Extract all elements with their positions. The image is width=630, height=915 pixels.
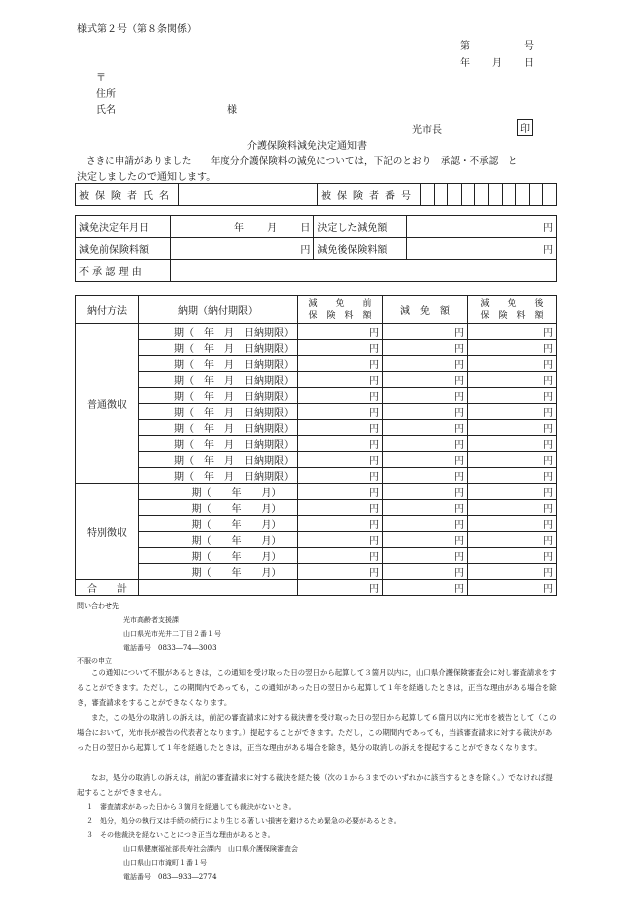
special-row [76, 516, 557, 532]
inquiry-address: 山口県光市光井二丁目２番１号 [123, 630, 221, 638]
insured-no-digit[interactable] [421, 184, 435, 206]
decision-year-unit: 年 [234, 223, 244, 234]
header-after-line1: 減 免 後 [480, 298, 544, 309]
special-after-amount[interactable]: 円 [468, 484, 557, 500]
ordinary-before-amount[interactable]: 円 [298, 436, 383, 452]
ordinary-after-amount[interactable]: 円 [468, 404, 557, 420]
document-title: 介護保険料減免決定通知書 [247, 141, 367, 152]
payment-table [75, 295, 557, 596]
reject-reason-value[interactable] [171, 260, 557, 282]
appeal-item: ２ 処分，処分の執行又は手続の続行により生じる著しい損害を避けるため緊急の必要があるとき。 [86, 817, 401, 825]
ordinary-period[interactable]: 期（ 年 月 日納期限） [139, 420, 298, 436]
appeal-item: １ 審査請求があった日から３箇月を経過しても裁決がないとき。 [86, 803, 296, 811]
ordinary-after-amount[interactable]: 円 [468, 420, 557, 436]
ordinary-period[interactable]: 期（ 年 月 日納期限） [139, 404, 298, 420]
appeal-label: 不服の申立 [77, 657, 112, 665]
form-number: 様式第２号（第８条関係） [77, 24, 197, 35]
special-before-amount[interactable]: 円 [298, 532, 383, 548]
appeal-paragraph-3: なお，処分の取消しの訴えは，前記の審査請求に対する裁決を経た後（次の１から３までのいずれかに該当するときを除く。）でなければ提起することができません。 [77, 773, 553, 797]
special-row [76, 532, 557, 548]
ordinary-row [76, 340, 557, 356]
total-period-blank [139, 580, 298, 596]
special-reduction-amount[interactable]: 円 [383, 516, 468, 532]
decided-amount-label: 決定した減免額 [314, 216, 407, 238]
ordinary-after-amount[interactable]: 円 [468, 388, 557, 404]
special-before-amount[interactable]: 円 [298, 548, 383, 564]
special-after-amount[interactable]: 円 [468, 500, 557, 516]
reject-reason-label: 不 承 認 理 由 [76, 260, 171, 282]
ordinary-after-amount[interactable]: 円 [468, 452, 557, 468]
special-period[interactable]: 期（ 年 月） [139, 548, 298, 564]
decision-day-unit: 日 [300, 223, 311, 234]
header-before [298, 296, 383, 324]
ordinary-after-amount[interactable]: 円 [468, 372, 557, 388]
ordinary-before-amount[interactable]: 円 [298, 468, 383, 484]
ordinary-before-amount[interactable]: 円 [298, 372, 383, 388]
date-day: 日 [524, 58, 534, 69]
special-after-amount[interactable]: 円 [468, 532, 557, 548]
ordinary-period[interactable]: 期（ 年 月 日納期限） [139, 372, 298, 388]
before-amount-value[interactable]: 円 [171, 238, 314, 260]
header-method: 納付方法 [76, 296, 139, 324]
ordinary-row [76, 436, 557, 452]
insured-no-digit[interactable] [448, 184, 462, 206]
date-year: 年 [460, 58, 470, 69]
ordinary-row [76, 468, 557, 484]
total-before-amount[interactable]: 円 [298, 580, 383, 596]
insured-name-value[interactable] [179, 184, 318, 206]
after-amount-value[interactable]: 円 [407, 238, 557, 260]
special-before-amount[interactable]: 円 [298, 564, 383, 580]
ordinary-reduction-amount[interactable]: 円 [383, 372, 468, 388]
insured-table [75, 183, 557, 206]
ordinary-period[interactable]: 期（ 年 月 日納期限） [139, 324, 298, 340]
date-month: 月 [492, 58, 502, 69]
insured-no-digit[interactable] [461, 184, 475, 206]
ordinary-period[interactable]: 期（ 年 月 日納期限） [139, 436, 298, 452]
decision-table [75, 215, 557, 282]
before-amount-label: 減免前保険料額 [76, 238, 171, 260]
special-reduction-amount[interactable]: 円 [383, 500, 468, 516]
ordinary-reduction-amount[interactable]: 円 [383, 436, 468, 452]
ordinary-before-amount[interactable]: 円 [298, 340, 383, 356]
header-before-line2: 保 険 料 額 [308, 310, 372, 321]
ordinary-reduction-amount[interactable]: 円 [383, 388, 468, 404]
header-after-line2: 保 険 料 額 [480, 310, 544, 321]
office-address: 山口県山口市滝町１番１号 [123, 859, 207, 867]
insured-no-digit[interactable] [434, 184, 448, 206]
insured-no-digit[interactable] [516, 184, 530, 206]
ordinary-after-amount[interactable]: 円 [468, 324, 557, 340]
ordinary-reduction-amount[interactable]: 円 [383, 468, 468, 484]
ordinary-row [76, 372, 557, 388]
address-label: 住所 [96, 89, 116, 100]
ordinary-before-amount[interactable]: 円 [298, 324, 383, 340]
appeal-paragraph-1: この通知について不服があるときは，この通知を受け取った日の翌日から起算して３箇月以内に，山口県介護保険審査会に対し審査請求をすることができます。ただし，この期間内であっても，この通知があった日の翌日から起算して１年を経過したときは，正当な理由がある場合を除き，審査請求をすることができなくなります。 [77, 668, 557, 707]
appeal-paragraph-2: また，この処分の取消しの訴えは，前記の審査請求に対する裁決書を受け取った日の翌日から起算して６箇月以内に光市を被告として（この場合において，光市長が被告の代表者となります。）提起することができます。ただし，この期間内であっても，当該審査請求に対する裁決があった日の翌日から起算して１年を経過したときは，正当な理由がある場合を除き，処分の取消しの訴えを提起することができなくなります。 [77, 713, 557, 752]
inquiry-dept: 光市高齢者支援課 [123, 616, 179, 624]
insured-no-digit[interactable] [529, 184, 543, 206]
ordinary-reduction-amount[interactable]: 円 [383, 340, 468, 356]
doc-number-go: 号 [524, 41, 534, 52]
after-amount-label: 減免後保険料額 [314, 238, 407, 260]
ordinary-reduction-amount[interactable]: 円 [383, 452, 468, 468]
special-row [76, 484, 557, 500]
insured-no-digit[interactable] [488, 184, 502, 206]
name-label: 氏名 [96, 105, 116, 116]
insured-no-label: 被保険者番号 [318, 184, 421, 206]
office-name: 山口県健康福祉部長寿社会課内 山口県介護保険審査会 [123, 845, 298, 853]
ordinary-collection-label: 普通徴収 [76, 324, 139, 484]
special-before-amount[interactable]: 円 [298, 516, 383, 532]
ordinary-row [76, 388, 557, 404]
intro-line2: 決定しましたので通知します。 [77, 172, 217, 183]
header-before-line1: 減 免 前 [308, 298, 372, 309]
insured-no-digit[interactable] [543, 184, 557, 206]
ordinary-row [76, 356, 557, 372]
ordinary-reduction-amount[interactable]: 円 [383, 356, 468, 372]
header-after [468, 296, 557, 324]
special-row [76, 548, 557, 564]
sama-label: 様 [227, 105, 237, 116]
special-period[interactable]: 期（ 年 月） [139, 532, 298, 548]
ordinary-after-amount[interactable]: 円 [468, 340, 557, 356]
total-reduction-amount[interactable]: 円 [383, 580, 468, 596]
ordinary-reduction-amount[interactable]: 円 [383, 404, 468, 420]
special-period[interactable]: 期（ 年 月） [139, 564, 298, 580]
special-reduction-amount[interactable]: 円 [383, 532, 468, 548]
ordinary-period[interactable]: 期（ 年 月 日納期限） [139, 356, 298, 372]
special-collection-label: 特別徴収 [76, 484, 139, 580]
seal-mark: 印 [517, 119, 533, 136]
special-period[interactable]: 期（ 年 月） [139, 484, 298, 500]
insured-no-digit[interactable] [502, 184, 516, 206]
special-reduction-amount[interactable]: 円 [383, 564, 468, 580]
special-row [76, 564, 557, 580]
ordinary-after-amount[interactable]: 円 [468, 356, 557, 372]
special-before-amount[interactable]: 円 [298, 484, 383, 500]
special-reduction-amount[interactable]: 円 [383, 548, 468, 564]
appeal-item: ３ その他裁決を経ないことにつき正当な理由があるとき。 [86, 831, 275, 839]
intro-line1: さきに申請がありました 年度分介護保険料の減免については，下記のとおり 承認・不承認 と [86, 156, 518, 167]
special-before-amount[interactable]: 円 [298, 500, 383, 516]
doc-number-dai: 第 [460, 41, 470, 52]
ordinary-before-amount[interactable]: 円 [298, 404, 383, 420]
ordinary-before-amount[interactable]: 円 [298, 452, 383, 468]
total-row [76, 580, 557, 596]
office-phone: 電話番号 083―933―2774 [123, 873, 217, 881]
special-row [76, 500, 557, 516]
header-period: 納期（納付期限） [139, 296, 298, 324]
insured-no-digit[interactable] [475, 184, 489, 206]
total-label: 合 計 [76, 580, 139, 596]
decided-amount-value[interactable]: 円 [407, 216, 557, 238]
ordinary-period[interactable]: 期（ 年 月 日納期限） [139, 340, 298, 356]
ordinary-before-amount[interactable]: 円 [298, 356, 383, 372]
ordinary-row [76, 420, 557, 436]
special-period[interactable]: 期（ 年 月） [139, 516, 298, 532]
issuer: 光市長 [412, 125, 442, 136]
special-period[interactable]: 期（ 年 月） [139, 500, 298, 516]
ordinary-reduction-amount[interactable]: 円 [383, 324, 468, 340]
insured-name-label: 被保険者氏名 [76, 184, 179, 206]
postal-mark: 〒 [96, 73, 106, 84]
special-after-amount[interactable]: 円 [468, 516, 557, 532]
special-after-amount[interactable]: 円 [468, 564, 557, 580]
ordinary-period[interactable]: 期（ 年 月 日納期限） [139, 452, 298, 468]
total-after-amount[interactable]: 円 [468, 580, 557, 596]
ordinary-reduction-amount[interactable]: 円 [383, 420, 468, 436]
ordinary-after-amount[interactable]: 円 [468, 436, 557, 452]
ordinary-before-amount[interactable]: 円 [298, 420, 383, 436]
decision-date-label: 減免決定年月日 [76, 216, 171, 238]
decision-month-unit: 月 [267, 223, 278, 234]
ordinary-period[interactable]: 期（ 年 月 日納期限） [139, 388, 298, 404]
ordinary-row [76, 324, 557, 340]
ordinary-after-amount[interactable]: 円 [468, 468, 557, 484]
inquiry-label: 問い合わせ先 [77, 602, 119, 610]
decision-date-value[interactable] [171, 216, 314, 238]
ordinary-row [76, 404, 557, 420]
ordinary-period[interactable]: 期（ 年 月 日納期限） [139, 468, 298, 484]
header-amount: 減 免 額 [383, 296, 468, 324]
inquiry-phone: 電話番号 0833―74―3003 [123, 644, 217, 652]
special-reduction-amount[interactable]: 円 [383, 484, 468, 500]
ordinary-before-amount[interactable]: 円 [298, 388, 383, 404]
special-after-amount[interactable]: 円 [468, 548, 557, 564]
ordinary-row [76, 452, 557, 468]
